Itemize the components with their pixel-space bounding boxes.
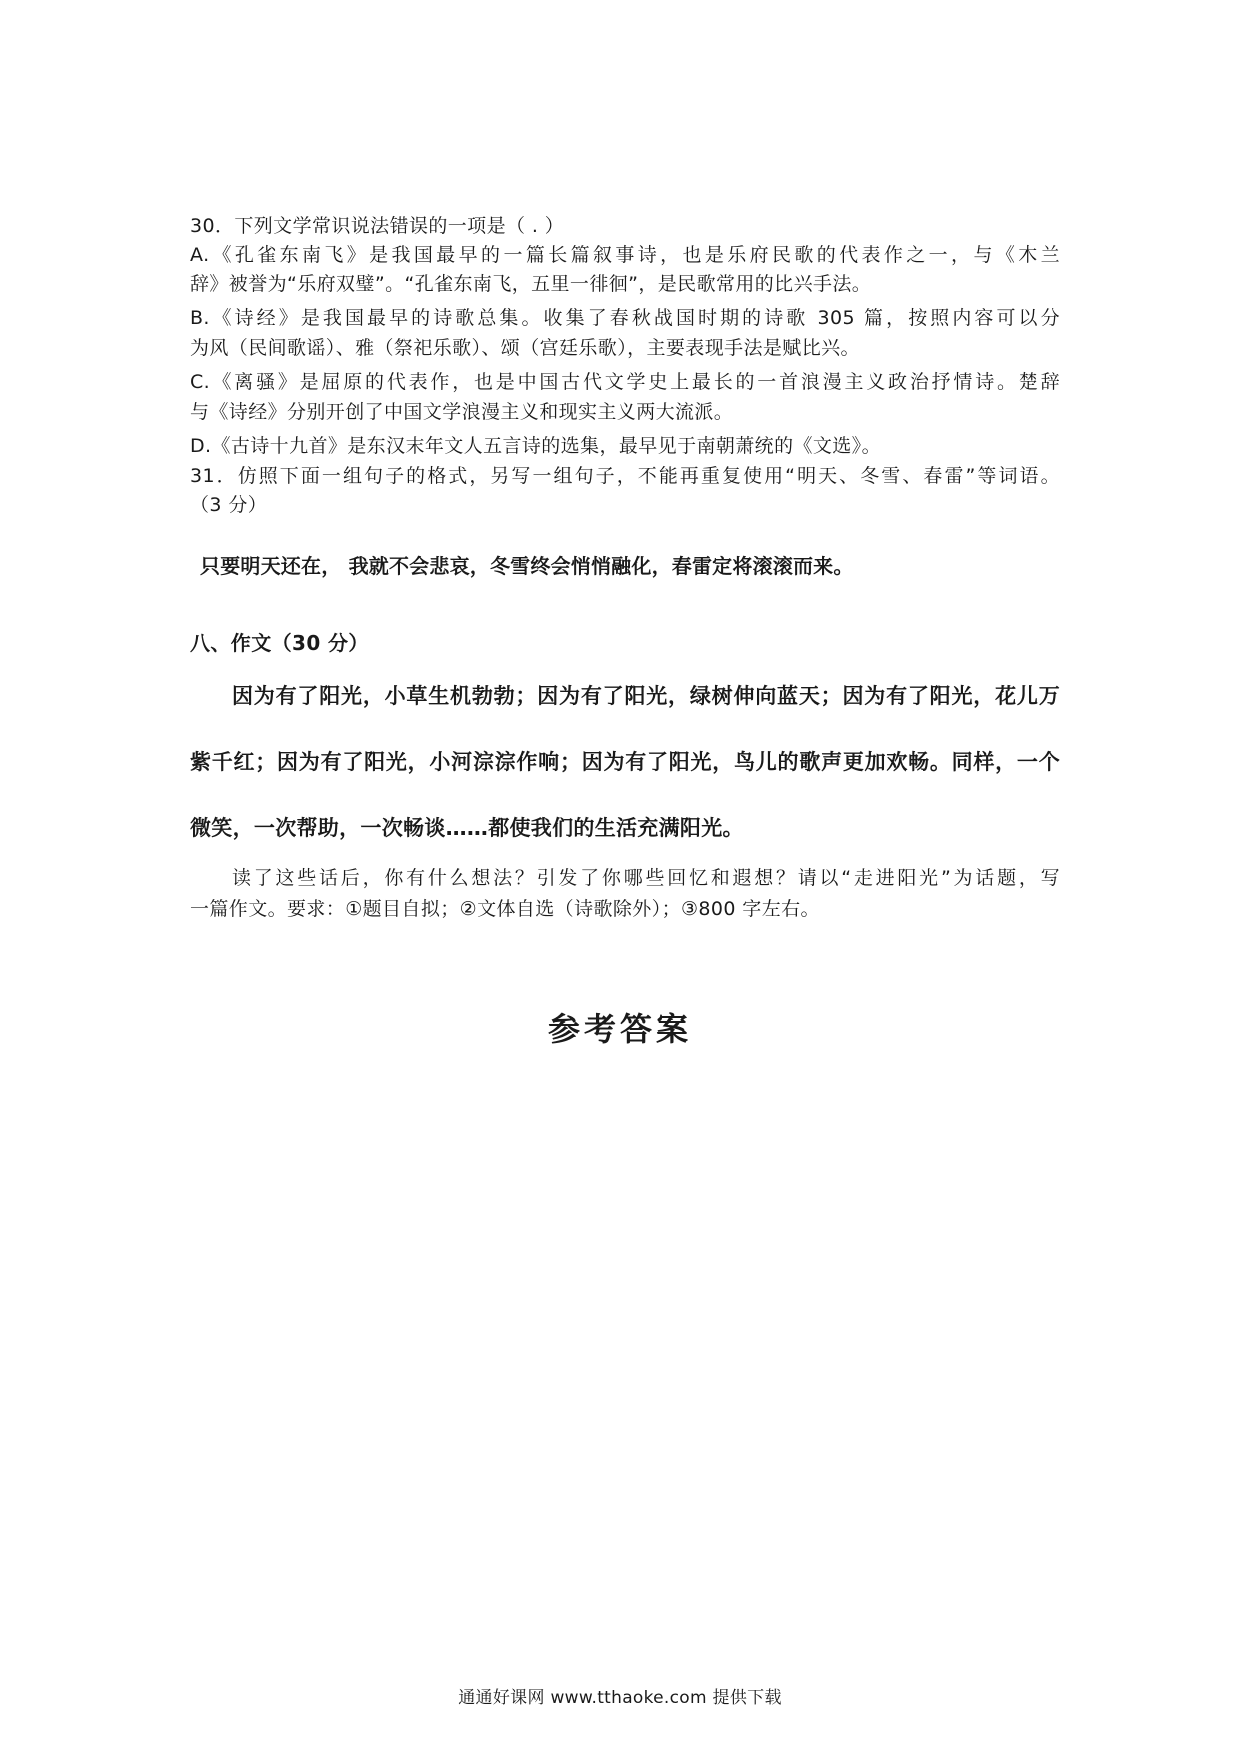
page-footer: 通通好课网 www.tthaoke.com 提供下载: [458, 1688, 782, 1708]
section8-prompt-line1: 因为有了阳光，小草生机勃勃；因为有了阳光，绿树伸向蓝天；因为有了阳光，花儿万: [232, 684, 1060, 708]
q30-option-b-line2: 为风（民间歌谣）、雅（祭祀乐歌）、颂（宫廷乐歌），主要表现手法是赋比兴。: [190, 337, 860, 359]
q31-example-sentence: 只要明天还在， 我就不会悲哀，冬雪终会悄悄融化，春雷定将滚滚而来。: [200, 554, 854, 578]
section8-requirement-line1: 读了这些话后，你有什么想法？引发了你哪些回忆和遐想？请以“走进阳光”为话题，写: [232, 867, 1060, 889]
q30-stem: 30．下列文学常识说法错误的一项是（ . ）: [190, 215, 565, 237]
q30-option-c-line2: 与《诗经》分别开创了中国文学浪漫主义和现实主义两大流派。: [190, 401, 734, 423]
q30-option-a-line1: A.《孔雀东南飞》是我国最早的一篇长篇叙事诗，也是乐府民歌的代表作之一，与《木兰: [190, 244, 1060, 266]
q31-stem-line1: 31．仿照下面一组句子的格式，另写一组句子，不能再重复使用“明天、冬雪、春雷”等词语。: [190, 465, 1060, 487]
q30-option-b-line1: B.《诗经》是我国最早的诗歌总集。收集了春秋战国时期的诗歌 305 篇，按照内容可以分: [190, 307, 1060, 329]
answer-section-title: 参考答案: [547, 1010, 692, 1048]
q30-option-a-line2: 辞》被誉为“乐府双璧”。“孔雀东南飞，五里一徘徊”，是民歌常用的比兴手法。: [190, 273, 872, 295]
section8-requirement-line2: 一篇作文。要求：①题目自拟；②文体自选（诗歌除外）；③800 字左右。: [190, 898, 820, 920]
section8-prompt-line3: 微笑，一次帮助，一次畅谈……都使我们的生活充满阳光。: [190, 816, 744, 840]
q30-option-c-line1: C.《离骚》是屈原的代表作，也是中国古代文学史上最长的一首浪漫主义政治抒情诗。楚辞: [190, 371, 1060, 393]
q31-stem-line2: （3 分）: [190, 494, 268, 516]
section8-heading: 八、作文（30 分）: [190, 631, 369, 655]
section8-prompt-line2: 紫千红；因为有了阳光，小河淙淙作响；因为有了阳光，鸟儿的歌声更加欢畅。同样，一个: [190, 750, 1060, 774]
q30-option-d-line1: D.《古诗十九首》是东汉末年文人五言诗的选集，最早见于南朝萧统的《文选》。: [190, 435, 881, 457]
